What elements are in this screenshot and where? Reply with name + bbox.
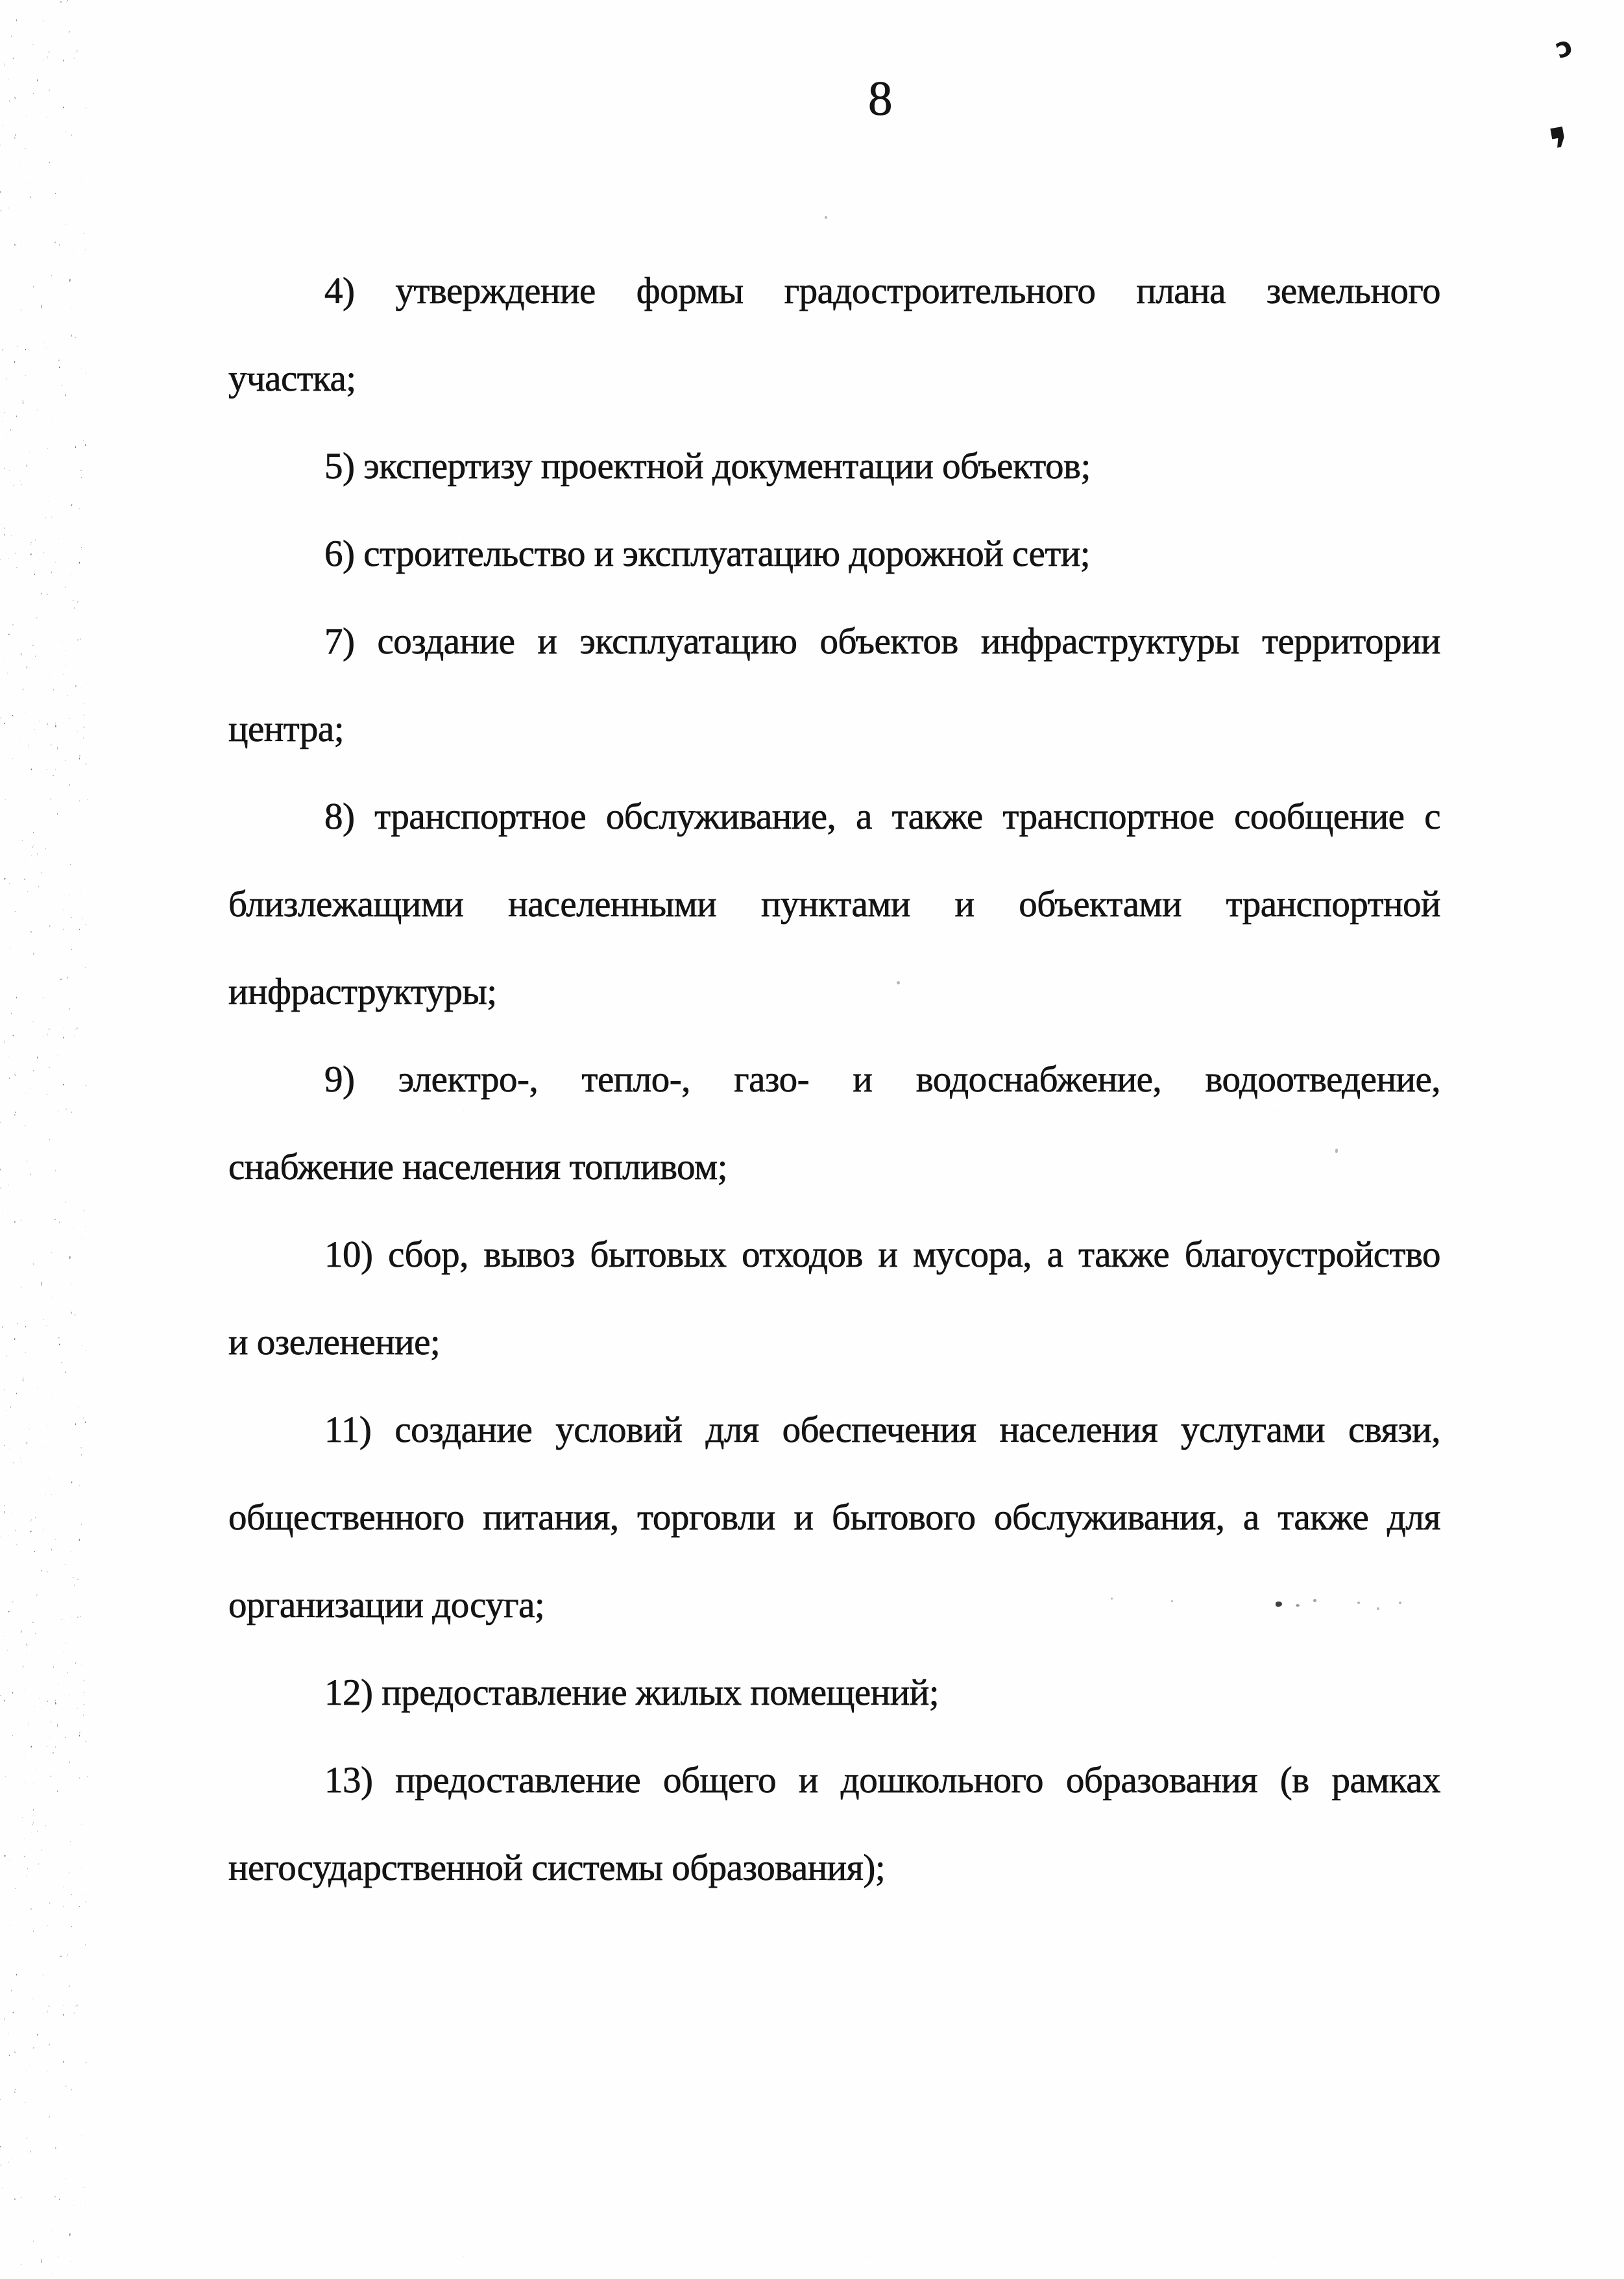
doc-line-item-7: 7) создание и эксплуатацию объектов инфраструктуры территории — [324, 621, 1440, 662]
doc-line-item-4: 4) утверждение формы градостроительного плана земельного — [324, 271, 1440, 311]
doc-line-item-10: 10) сбор, вывоз бытовых отходов и мусора, а также благоустройство — [324, 1234, 1440, 1275]
doc-line-item-8-cont: близлежащими населенными пунктами и объектами транспортной — [228, 884, 1440, 925]
doc-line-item-10-cont: и озеленение; — [228, 1322, 441, 1363]
doc-line-item-8: 8) транспортное обслуживание, а также транспортное сообщение с — [324, 796, 1440, 837]
doc-line-item-7-cont: центра; — [228, 709, 345, 750]
page-number: 8 — [868, 72, 893, 126]
doc-line-item-11: 11) создание условий для обеспечения населения услугами связи, — [324, 1409, 1440, 1450]
doc-line-item-13-cont: негосударственной системы образования); — [228, 1847, 886, 1888]
doc-line-item-6: 6) строительство и эксплуатацию дорожной сети; — [324, 533, 1091, 574]
ink-blot-icon: ❜ — [1544, 114, 1577, 186]
doc-line-item-12: 12) предоставление жилых помещений; — [324, 1672, 939, 1713]
doc-line-item-8-cont2: инфраструктуры; — [228, 971, 497, 1012]
doc-line-item-11-cont2: организации досуга; — [228, 1585, 545, 1626]
doc-line-item-9: 9) электро-, тепло-, газо- и водоснабжение, водоотведение, — [324, 1059, 1440, 1100]
doc-line-item-9-cont: снабжение населения топливом; — [228, 1147, 727, 1188]
scan-speck — [825, 216, 827, 219]
document-body — [228, 247, 1440, 1912]
ink-smudge-icon: ɔ — [1551, 29, 1577, 65]
doc-line-item-5: 5) экспертизу проектной документации объектов; — [324, 446, 1091, 487]
doc-line-item-4-cont: участка; — [228, 358, 356, 399]
doc-line-item-13: 13) предоставление общего и дошкольного образования (в рамках — [324, 1760, 1440, 1801]
doc-line-item-11-cont: общественного питания, торговли и бытового обслуживания, а также для — [228, 1497, 1440, 1538]
